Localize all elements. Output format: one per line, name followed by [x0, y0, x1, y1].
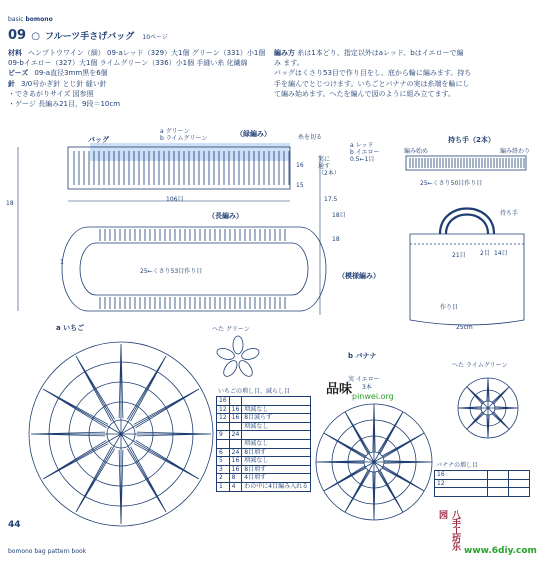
handle-make-label: 作り目 — [440, 304, 459, 311]
handle-title: 持ち手（2本） — [448, 136, 495, 144]
table-cell — [488, 488, 509, 497]
pattern-number: 09 — [8, 28, 27, 43]
table-cell: 増減なし — [242, 439, 311, 448]
calyx-leaf — [240, 346, 260, 361]
edge-stitch-label: （緑編み） — [236, 130, 271, 138]
dim-17-5: 17.5 — [324, 196, 338, 203]
table-cell: 16 — [229, 457, 242, 466]
table-cell: 6 — [217, 448, 230, 457]
table-cell — [509, 471, 530, 480]
method-line: み ます。 — [274, 59, 304, 68]
calyx-leaf — [236, 358, 255, 378]
strawberry-chart — [26, 334, 216, 534]
page-number: 44 — [8, 520, 21, 530]
table-cell — [509, 488, 530, 497]
table-cell: 1 — [217, 482, 230, 491]
table-cell — [242, 397, 311, 406]
method-label: 編み方 — [274, 49, 295, 57]
bag-highlight-band — [90, 143, 290, 161]
handle-diagram — [400, 144, 540, 344]
banana-table-row — [435, 488, 530, 497]
row-1-left: 1 — [60, 259, 64, 266]
table-cell — [488, 479, 509, 488]
materials-block — [8, 48, 276, 109]
table-cell — [488, 471, 509, 480]
yarn-b-label: b イエロー — [350, 149, 380, 156]
table-cell: 24 — [229, 431, 242, 440]
table-cell: 24 — [229, 448, 242, 457]
strawberry-table-row — [217, 474, 311, 483]
table-cell — [435, 488, 488, 497]
banana-table-title: バナナの増し目 — [436, 462, 479, 469]
site-watermark: pinwei.org — [352, 392, 394, 401]
handle-chain-label: 25←くさり50目作り目 — [420, 180, 483, 187]
table-cell: 4 — [229, 482, 242, 491]
table-cell: 12 — [435, 479, 488, 488]
stamp-watermark: 八手工坊乐园 — [437, 510, 460, 550]
table-cell: 16 — [229, 465, 242, 474]
table-cell: 16 — [217, 397, 230, 406]
table-cell: 8目増す — [242, 448, 311, 457]
handle-end-label: 編み終わり — [500, 148, 531, 155]
table-cell: 8 — [229, 474, 242, 483]
strawberry-calyx-label: へた グリーン — [212, 326, 250, 333]
dim-18-rows: 18目 — [332, 212, 346, 219]
table-cell: 8目減らす — [242, 414, 311, 423]
needle-line: 針 3/0号かぎ針 とじ針 縫い針 — [8, 79, 107, 88]
strawberry-increase-table — [216, 396, 311, 492]
tote-handle-2 — [446, 215, 488, 235]
bag-label: バッグ — [88, 136, 109, 144]
table-cell: 16 — [435, 471, 488, 480]
handle-dim-14: 14目 — [494, 250, 508, 257]
materials-line: 材料 ヘンプトウワイン（細） 09-aレッド（329）大1個 グリーン（331）小1個 09-bイエロー（327）大1個 ライムグリーン（336）小1個 手縫い糸 化繊綿 — [8, 49, 266, 68]
table-cell: 8目増す — [242, 465, 311, 474]
handle-strip — [406, 156, 526, 170]
through-note: 実に 通す （2本） — [318, 156, 340, 177]
banana-table-row — [435, 479, 530, 488]
strawberry-table-row — [217, 431, 311, 440]
strawberry-table-row — [217, 397, 311, 406]
size-line: ・できあがりサイズ 図参照 — [8, 89, 94, 98]
banana-calyx-chart — [452, 372, 524, 444]
banana-table-row — [435, 471, 530, 480]
table-cell: 12 — [217, 405, 230, 414]
tote-bag-shape — [410, 234, 524, 325]
legend-a: a グリーン — [160, 128, 190, 135]
handle-width-label: 25cm — [456, 324, 473, 331]
table-cell: 3 — [217, 465, 230, 474]
banana-fruit-label: 実 イエロー — [348, 376, 380, 383]
handle-dim-2: 2目 — [480, 250, 490, 257]
strawberry-title: a いちご — [56, 324, 85, 332]
method-block — [274, 48, 534, 99]
yarn-size-label: 0.5←1目 — [350, 156, 375, 163]
pattern-page-ref: 10ページ — [142, 34, 168, 41]
table-cell: 16 — [229, 414, 242, 423]
title-bullet: ○ — [31, 31, 40, 42]
table-cell: 5 — [217, 457, 230, 466]
table-cell — [217, 439, 230, 448]
strawberry-table-row — [217, 439, 311, 448]
pattern-title: フルーツ手さげバッグ — [45, 32, 135, 42]
strawberry-table-row — [217, 414, 311, 423]
site2-watermark: www.6diy.com — [464, 546, 537, 556]
table-cell — [229, 439, 242, 448]
beads-line: ビーズ 09-a直径3mm黒を6個 — [8, 69, 108, 78]
calyx-leaf — [233, 336, 243, 354]
tote-handle-1 — [440, 209, 494, 235]
strawberry-table-row — [217, 405, 311, 414]
calyx-leaf — [221, 358, 240, 378]
strawberry-table-row — [217, 457, 311, 466]
table-cell: 増減なし — [242, 457, 311, 466]
table-cell — [229, 397, 242, 406]
row-16-label: 16 — [296, 162, 304, 169]
row-15-label: 15 — [296, 182, 304, 189]
brand-label: basic bomono — [8, 16, 53, 23]
banana-chart — [312, 400, 442, 530]
table-cell: 16 — [229, 405, 242, 414]
strawberry-table-title: いちごの増し目，減らし目 — [218, 388, 291, 395]
banana-fruit-count: 3本 — [362, 384, 372, 391]
page-title — [8, 24, 168, 43]
table-cell: 9 — [217, 431, 230, 440]
bag-body-diagram — [0, 125, 400, 325]
handle-part-label: 持ち手 — [500, 210, 519, 217]
yarn-a-label: a レッド — [350, 142, 374, 149]
strawberry-table-row — [217, 465, 311, 474]
table-cell — [217, 422, 230, 431]
method-line: 糸は1本どり、指定以外はaレッド、bはイエローで編 — [297, 49, 464, 57]
banana-title: b バナナ — [348, 352, 377, 360]
method-line: バッグはくさり53目で作り目をし、底から輪に編みます。持ち — [274, 69, 472, 78]
pattern-stitch-label: （模様編み） — [338, 272, 380, 280]
banana-calyx-label: へた ライムグリーン — [452, 362, 508, 369]
strawberry-table-row — [217, 448, 311, 457]
handle-start-label: 編み始め — [404, 148, 429, 155]
dim-18: 18 — [332, 236, 340, 243]
handle-dim-21: 21目 — [452, 252, 466, 259]
base-chain-label: 25←くさり53目作り目 — [140, 268, 203, 275]
calyx-chart — [210, 334, 266, 382]
cut-yarn-label: 糸を切る — [298, 134, 323, 141]
calyx-leaf — [216, 346, 236, 361]
gauge-line: ・ゲージ 長編み21目，9段＝10cm — [8, 100, 121, 109]
method-line: て編み始めます。へたを編んで図のように組み立てます。 — [274, 89, 455, 98]
footer-text: bomono bag pattern book — [8, 548, 87, 555]
bag-height-label: 18 — [6, 200, 14, 207]
site-logo: 品味 — [326, 382, 353, 397]
table-cell: わの中に4目編み入れる — [242, 482, 311, 491]
legend-b: b ライムグリーン — [160, 135, 208, 142]
bag-width-label: 106目 — [166, 196, 184, 203]
table-cell — [229, 422, 242, 431]
strawberry-table-row — [217, 482, 311, 491]
table-cell: 増減なし — [242, 422, 311, 431]
table-cell: 2 — [217, 474, 230, 483]
table-cell: 4目増す — [242, 474, 311, 483]
table-cell — [509, 479, 530, 488]
banana-increase-table — [434, 470, 530, 497]
table-cell: 12 — [217, 414, 230, 423]
long-stitch-label: （長編み） — [208, 212, 243, 220]
table-cell — [242, 431, 311, 440]
method-line: 手を編んでとじつけます。いちごとバナナの実は糸端を輪にし — [274, 79, 470, 88]
table-cell: 増減なし — [242, 405, 311, 414]
strawberry-table-row — [217, 422, 311, 431]
